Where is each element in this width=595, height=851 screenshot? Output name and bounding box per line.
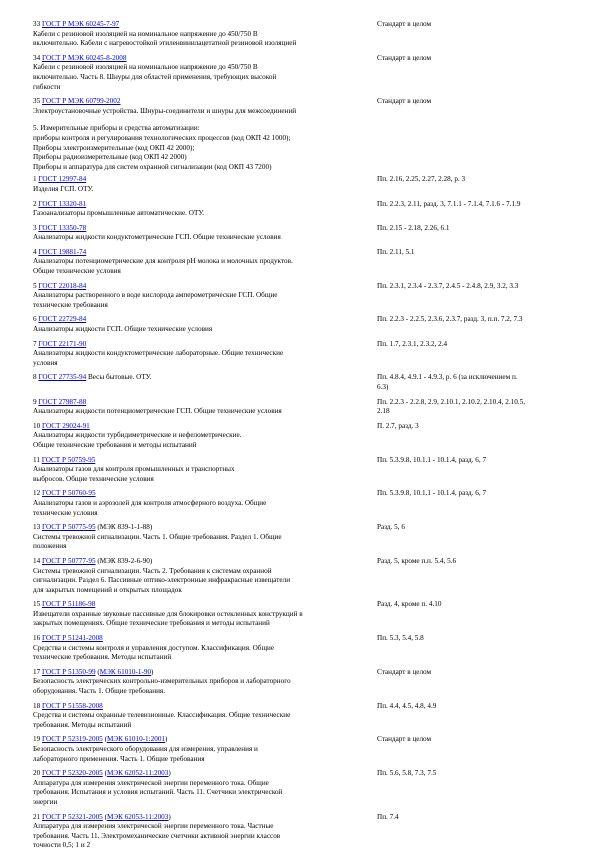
- standard-description: Средства и системы охранные телевизионные. Классификация. Общие технические: [33, 711, 291, 720]
- applicable-requirements: [371, 523, 573, 552]
- standard-description: Общие технические условия: [33, 267, 121, 276]
- standard-header: 9 ГОСТ 27987-88: [33, 397, 87, 406]
- standard-info: [33, 456, 371, 485]
- applicable-requirements: [371, 20, 573, 49]
- standard-description: включительно. Часть 8. Шнуры для областей применения, требующих высокой: [33, 72, 277, 81]
- standard-link[interactable]: ГОСТ Р 51186-98: [41, 600, 96, 609]
- section-line: Приборы электроизмерительные (код ОКП 42 2000);: [33, 143, 195, 152]
- requirement-line: 6.3): [377, 383, 389, 391]
- standard-description: Безопасность электрических контрольно-измерительных приборов и лабораторного: [33, 677, 291, 686]
- applicable-requirements: [371, 702, 573, 731]
- requirement-line: Пп. 5.6, 5.8, 7.3, 7.5: [377, 769, 437, 778]
- applicable-requirements: [371, 97, 573, 116]
- standard-description: включительно. Кабели с нагревостойкой этиленвинилацетатной резиновой изоляцией: [33, 39, 297, 48]
- iec-standard-link[interactable]: МЭК 62053-11:2003: [106, 812, 169, 821]
- standard-description: оборудования. Часть 1. Общие требования.: [33, 687, 166, 696]
- standard-info: [33, 702, 371, 731]
- iec-standard-link[interactable]: МЭК 62052-11:2003: [106, 769, 169, 778]
- standard-info: [33, 282, 371, 311]
- requirement-line: Пп. 2.16, 2.25, 2.27, 2.28, р. 3: [377, 175, 466, 184]
- standard-description: требования. Методы испытаний: [33, 720, 132, 729]
- standard-header: 21 ГОСТ Р 52321-2005 (МЭК 62053-11:2003): [33, 812, 171, 821]
- standard-row: [33, 175, 573, 194]
- standard-row: [33, 398, 573, 417]
- standard-row: [33, 523, 573, 552]
- requirement-line: Пп. 4.8.4, 4.9.1 - 4.9.3, р. 6 (за исключением п.: [377, 373, 518, 382]
- requirement-line: 2.18: [377, 407, 390, 416]
- applicable-requirements: [371, 224, 573, 243]
- standard-info: [33, 557, 371, 595]
- standard-header: 14 ГОСТ Р 50777-95 (МЭК 839-2-6-90): [33, 556, 153, 565]
- standard-link[interactable]: ГОСТ 22729-84: [38, 315, 87, 324]
- requirement-line: Разд. 4, кроме п. 4.10: [377, 600, 442, 609]
- standard-description: условия: [33, 358, 58, 367]
- requirement-line: Пп. 5.3, 5.4, 5.8: [377, 634, 424, 643]
- applicable-requirements: [371, 668, 573, 697]
- standard-info: [33, 398, 371, 417]
- standard-description: Аппаратура для измерения электрической энергии переменного тока. Частные: [33, 822, 274, 831]
- applicable-requirements: [371, 373, 573, 392]
- standard-link[interactable]: ГОСТ 19881-74: [38, 247, 87, 256]
- standard-description: технические условия: [33, 508, 98, 517]
- standard-header: 3 ГОСТ 13350-78: [33, 223, 87, 232]
- standard-link[interactable]: ГОСТ Р 50760-95: [41, 489, 96, 498]
- standard-description: Системы тревожной сигнализации. Часть 2. Требования к системам охранной: [33, 566, 272, 575]
- standard-row: [33, 735, 573, 764]
- standard-description: гибкости: [33, 82, 61, 91]
- standard-row: [33, 422, 573, 451]
- standard-header: 7 ГОСТ 22171-90: [33, 339, 87, 348]
- requirement-line: Пп. 5.3.9.8, 10.1.1 - 10.1.4, разд. 6, 7: [377, 489, 487, 498]
- standard-row: [33, 600, 573, 629]
- requirement-line: Пп. 2.11, 5.1: [377, 247, 415, 256]
- standard-row: [33, 557, 573, 595]
- requirement-line: Пп. 2.2.3, 2.11, разд. 3, 7.1.1 - 7.1.4, 7.1.6 - 7.1.9: [377, 199, 521, 208]
- applicable-requirements: [371, 422, 573, 451]
- applicable-requirements: [371, 398, 573, 417]
- standard-description: положения: [33, 542, 67, 551]
- standard-row: [33, 315, 573, 334]
- standard-info: [33, 248, 371, 277]
- applicable-requirements: [371, 634, 573, 663]
- standard-header: 18 ГОСТ Р 51558-2008: [33, 701, 103, 710]
- section-line: приборы контроля и регулирования технологических процессов (код ОКП 42 1000);: [33, 133, 291, 142]
- standard-description: технические требования. Методы испытаний: [33, 653, 172, 662]
- requirement-line: Стандарт в целом: [377, 735, 432, 744]
- standard-description: точности 0,5; 1 и 2: [33, 841, 91, 850]
- applicable-requirements: [371, 813, 573, 851]
- standard-header: 12 ГОСТ Р 50760-95: [33, 489, 96, 498]
- standard-description: Средства и системы контроля и управления доступом. Классификация. Общие: [33, 643, 275, 652]
- requirement-line: Пп. 2.3.1, 2.3.4 - 2.3.7, 2.4.5 - 2.4.8, 2.9, 3.2, 3.3: [377, 281, 519, 290]
- standard-description: лабораторного применения. Часть 1. Общие требования: [33, 754, 205, 763]
- requirement-line: Стандарт в целом: [377, 20, 432, 28]
- standard-link[interactable]: ГОСТ 12997-84: [38, 175, 87, 184]
- standard-info: [33, 54, 371, 92]
- standard-row: [33, 813, 573, 851]
- applicable-requirements: [371, 489, 573, 518]
- requirement-line: Стандарт в целом: [377, 97, 432, 106]
- standard-header: 35 ГОСТ Р МЭК 60799-2002: [33, 97, 121, 106]
- applicable-requirements: [371, 54, 573, 92]
- document-page: [33, 20, 573, 851]
- standard-link[interactable]: ГОСТ 13350-78: [38, 223, 87, 232]
- requirement-line: П. 2.7, разд. 3: [377, 421, 419, 430]
- standard-row: [33, 373, 573, 392]
- standard-description: Анализаторы жидкости ГСП. Общие технические условия: [33, 325, 213, 334]
- standard-link[interactable]: ГОСТ 13320-81: [38, 199, 87, 208]
- standard-description: Безопасность электрического оборудования для измерения, управления и: [33, 745, 258, 753]
- applicable-requirements: [371, 315, 573, 334]
- standard-link[interactable]: ГОСТ Р 50759-95: [41, 455, 96, 464]
- standard-description: Анализаторы жидкости кондуктометрические лабораторные. Общие технические: [33, 349, 284, 358]
- standard-description: Анализаторы газов для контроля промышленных и транспортных: [33, 465, 235, 474]
- standard-row: [33, 248, 573, 277]
- standard-link[interactable]: ГОСТ Р МЭК 60245-7-97: [41, 20, 120, 28]
- standard-link[interactable]: ГОСТ 27735-94: [38, 373, 87, 382]
- requirement-line: Стандарт в целом: [377, 53, 432, 62]
- standard-link[interactable]: ГОСТ Р 50777-95: [41, 556, 96, 565]
- applicable-requirements: [371, 600, 573, 629]
- standard-row: [33, 702, 573, 731]
- standard-link[interactable]: ГОСТ 27987-88: [38, 397, 87, 406]
- standard-header: 2 ГОСТ 13320-81: [33, 199, 87, 208]
- standard-description: требования. Часть 11. Электромеханические счетчики активной энергии классов: [33, 831, 281, 840]
- standard-description: Анализаторы растворенного в воде кислорода амперометрические ГСП. Общие: [33, 291, 278, 300]
- standard-link[interactable]: ГОСТ 29024-91: [41, 421, 90, 430]
- requirement-line: Пп. 1.7, 2.3.1, 2.3.2, 2.4: [377, 339, 448, 348]
- applicable-requirements: [371, 557, 573, 595]
- applicable-requirements: [371, 200, 573, 219]
- standard-description: для закрытых помещений и открытых площадок: [33, 585, 182, 594]
- standard-row: [33, 634, 573, 663]
- iec-standard-link[interactable]: МЭК 61010-1:2001: [106, 735, 166, 744]
- standard-header: 16 ГОСТ Р 51241-2008: [33, 634, 103, 643]
- standard-info: [33, 769, 371, 807]
- standard-row: [33, 489, 573, 518]
- requirement-line: Пп. 2.15 - 2.18, 2.26, 6.1: [377, 223, 450, 232]
- standard-row: [33, 54, 573, 92]
- requirement-line: Разд. 5, 6: [377, 523, 405, 532]
- applicable-requirements: [371, 175, 573, 194]
- standard-header: 13 ГОСТ Р 50775-95 (МЭК 839-1-1-88): [33, 523, 153, 532]
- standard-description: технические требования: [33, 300, 108, 309]
- standard-header: 15 ГОСТ Р 51186-98: [33, 600, 96, 609]
- requirement-line: Пп. 7.4: [377, 812, 399, 821]
- standard-description: Аппаратура для измерения электрической энергии переменного тока. Общие: [33, 778, 269, 787]
- standard-link[interactable]: ГОСТ 22018-84: [38, 281, 87, 290]
- standard-info: [33, 373, 371, 392]
- iec-standard-link[interactable]: МЭК 61010-1-90: [99, 667, 152, 676]
- section-line: Приборы радиоизмерительные (код ОКП 42 2000): [33, 153, 187, 162]
- requirement-line: Пп. 4.4, 4.5, 4.8, 4.9: [377, 701, 437, 710]
- standard-link[interactable]: ГОСТ Р 50775-95: [41, 523, 96, 532]
- standard-header: 5 ГОСТ 22018-84: [33, 281, 87, 290]
- standard-link[interactable]: ГОСТ Р 51558-2008: [41, 701, 103, 710]
- standard-link[interactable]: ГОСТ Р 51241-2008: [41, 634, 103, 643]
- standard-header: 11 ГОСТ Р 50759-95: [33, 455, 96, 464]
- standard-header: 19 ГОСТ Р 52319-2005 (МЭК 61010-1:2001): [33, 735, 168, 744]
- section-heading: [33, 124, 371, 172]
- standard-info: [33, 634, 371, 663]
- standard-description: Общие технические требования и методы испытаний: [33, 440, 197, 449]
- standard-info: [33, 813, 371, 851]
- standard-header: 4 ГОСТ 19881-74: [33, 247, 87, 256]
- standard-row: [33, 340, 573, 369]
- standard-info: [33, 523, 371, 552]
- standard-description: сигнализации. Раздел 6. Пассивные оптико-электронные инфракрасные извещатели: [33, 576, 291, 585]
- standard-description: Извещатели охранные звуковые пассивные для блокировки остекленных конструкций в: [33, 609, 303, 618]
- standard-info: [33, 175, 371, 194]
- standard-row: [33, 97, 573, 116]
- standard-description: Кабели с резиновой изоляцией на номинальное напряжение до 450/750 В: [33, 29, 258, 38]
- requirement-line: Пп. 2.2.3 - 2.2.5, 2.3.6, 2.3.7, разд. 3, п.п. 7.2, 7.3: [377, 315, 523, 324]
- standard-description: выбросов. Общие технические условия: [33, 474, 154, 483]
- applicable-requirements: [371, 340, 573, 369]
- standard-header: 33 ГОСТ Р МЭК 60245-7-97: [33, 20, 120, 28]
- standard-row: [33, 224, 573, 243]
- standard-row: [33, 668, 573, 697]
- standard-description: Анализаторы жидкости турбидиметрические и нефелометрические.: [33, 431, 242, 440]
- standard-description: Кабели с резиновой изоляцией на номинальное напряжение до 450/750 В: [33, 63, 258, 72]
- standard-description: Изделия ГСП. ОТУ.: [33, 184, 94, 193]
- standard-info: [33, 97, 371, 116]
- standard-info: [33, 735, 371, 764]
- applicable-requirements: [371, 735, 573, 764]
- standard-info: [33, 600, 371, 629]
- standard-row: [33, 456, 573, 485]
- standard-info: [33, 224, 371, 243]
- standard-header: 8 ГОСТ 27735-94 Весы бытовые. ОТУ.: [33, 373, 152, 382]
- standard-info: [33, 340, 371, 369]
- standard-info: [33, 315, 371, 334]
- standard-row: [33, 20, 573, 49]
- standard-link[interactable]: ГОСТ Р 51350-99: [41, 667, 96, 676]
- standard-info: [33, 20, 371, 49]
- applicable-requirements: [371, 769, 573, 807]
- section-line: 5. Измерительные приборы и средства автоматизации:: [33, 124, 200, 133]
- standard-info: [33, 200, 371, 219]
- standard-header: 1 ГОСТ 12997-84: [33, 175, 87, 184]
- standard-link[interactable]: ГОСТ Р МЭК 60245-8-2008: [41, 53, 127, 62]
- standard-link[interactable]: ГОСТ Р МЭК 60799-2002: [41, 97, 121, 106]
- standard-row: [33, 282, 573, 311]
- standard-description: Системы тревожной сигнализации. Часть 1. Общие требования. Раздел 1. Общие: [33, 532, 282, 541]
- applicable-requirements: [371, 282, 573, 311]
- standard-header: 34 ГОСТ Р МЭК 60245-8-2008: [33, 53, 127, 62]
- requirement-line: Пп. 5.3.9.8, 10.1.1 - 10.1.4, разд. 6, 7: [377, 455, 487, 464]
- standard-description: Газоанализаторы промышленные автоматические. ОТУ.: [33, 209, 205, 218]
- section-line: Приборы и аппаратура для систем охранной сигнализации (код ОКП 43 7200): [33, 162, 272, 171]
- standard-link[interactable]: ГОСТ Р 52319-2005: [41, 735, 103, 744]
- requirement-line: Стандарт в целом: [377, 667, 432, 676]
- standard-row: [33, 769, 573, 807]
- standard-info: [33, 422, 371, 451]
- standard-description: требования. Испытания и условия испытаний. Часть 11. Счетчики электрической: [33, 788, 283, 797]
- standard-description: энергии: [33, 797, 58, 806]
- standard-info: [33, 489, 371, 518]
- standard-description: Анализаторы жидкости потенциометрические ГСП. Общие технические условия: [33, 407, 282, 416]
- standard-link[interactable]: ГОСТ 22171-90: [38, 339, 87, 348]
- standard-link[interactable]: ГОСТ Р 52321-2005: [41, 812, 103, 821]
- standard-header: 20 ГОСТ Р 52320-2005 (МЭК 62052-11:2003): [33, 769, 171, 778]
- requirement-line: Разд. 5, кроме п.п. 5.4, 5.6: [377, 556, 457, 565]
- applicable-requirements: [371, 248, 573, 277]
- standard-description: Анализаторы жидкости кондуктометрические ГСП. Общие технические условия: [33, 233, 281, 242]
- requirement-line: Пп. 2.2.3 - 2.2.8, 2.9, 2.10.1, 2.10.2, 2.10.4, 2.10.5,: [377, 397, 525, 406]
- standard-row: [33, 200, 573, 219]
- standard-info: [33, 668, 371, 697]
- standard-description: закрытых помещениях. Общие технические требования и методы испытаний: [33, 619, 270, 628]
- applicable-requirements: [371, 456, 573, 485]
- standard-description: Анализаторы потенциометрические для контроля pH молока и молочных продуктов.: [33, 257, 293, 266]
- standard-header: 10 ГОСТ 29024-91: [33, 421, 90, 430]
- standard-header: 17 ГОСТ Р 51350-99 (МЭК 61010-1-90): [33, 667, 154, 676]
- standard-header: 6 ГОСТ 22729-84: [33, 315, 87, 324]
- standard-description: Электроустановочные устройства. Шнуры-соединители и шнуры для межсоединений: [33, 106, 297, 115]
- standard-link[interactable]: ГОСТ Р 52320-2005: [41, 769, 103, 778]
- standard-description: Анализаторы газов и аэрозолей для контроля атмосферного воздуха. Общие: [33, 498, 267, 507]
